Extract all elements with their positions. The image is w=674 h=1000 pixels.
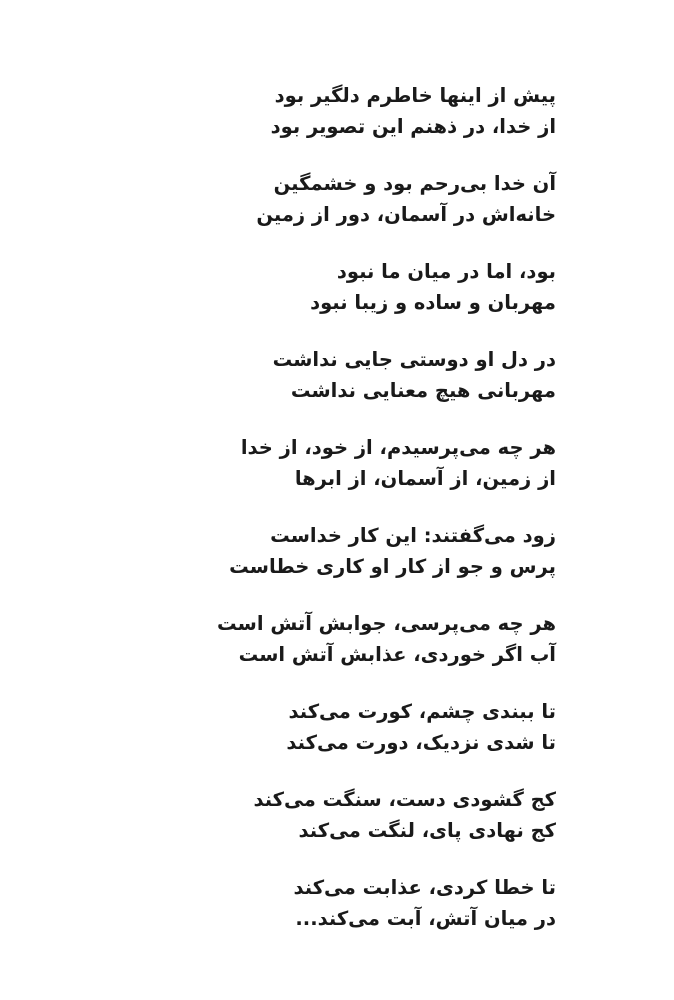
poem-line: در میان آتش، آبت می‌کند... (295, 907, 556, 930)
poem-line: آب اگر خوردی، عذابش آتش است (238, 643, 556, 666)
stanza-2 (136, 168, 556, 230)
poem-line: پیش از اینها خاطرم دلگیر بود (274, 84, 556, 107)
poem-line: تا خطا کردی، عذابت می‌کند (293, 876, 556, 899)
stanza-10 (136, 872, 556, 934)
poem-line: خانه‌اش در آسمان، دور از زمین (256, 203, 556, 226)
poem-line: کج نهادی پای، لنگت می‌کند (298, 819, 556, 842)
stanza-3 (136, 256, 556, 318)
poem-line: هر چه می‌پرسی، جوابش آتش است (217, 612, 556, 635)
poem-line: مهربان و ساده و زیبا نبود (310, 291, 556, 314)
poem-line: تا شدی نزدیک، دورت می‌کند (286, 731, 556, 754)
stanza-8 (136, 696, 556, 758)
poem-line: در دل او دوستی جایی نداشت (272, 348, 556, 371)
poem-line: زود می‌گفتند: این کار خداست (270, 524, 556, 547)
stanza-5 (136, 432, 556, 494)
poem-line: از خدا، در ذهنم این تصویر بود (270, 115, 556, 138)
poem-line: بود، اما در میان ما نبود (336, 260, 556, 283)
poem-line: از زمین، از آسمان، از ابرها (294, 467, 556, 490)
stanza-7 (136, 608, 556, 670)
poem-line: مهربانی هیچ معنایی نداشت (290, 379, 556, 402)
poem-line: آن خدا بی‌رحم بود و خشمگین (273, 172, 556, 195)
stanza-4 (136, 344, 556, 406)
poem-line: کج گشودی دست، سنگت می‌کند (253, 788, 556, 811)
stanza-9 (136, 784, 556, 846)
poem-line: تا ببندی چشم، کورت می‌کند (288, 700, 556, 723)
stanza-1 (136, 80, 556, 142)
poem-line: هر چه می‌پرسیدم، از خود، از خدا (240, 436, 556, 459)
poem-line: پرس و جو از کار او کاری خطاست (229, 555, 556, 578)
stanza-6 (136, 520, 556, 582)
poem (136, 80, 556, 960)
